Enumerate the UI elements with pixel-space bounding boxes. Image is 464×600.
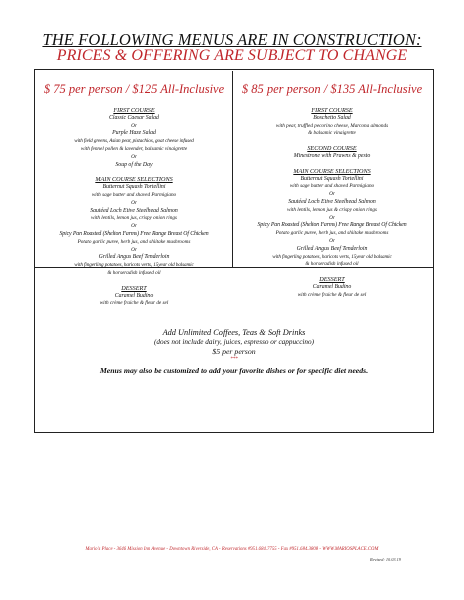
dish-description: with pear, truffled pecorino cheese, Marcona almonds [275, 122, 389, 129]
customization-note: Menus may also be customized to add your favorite dishes or for specific diet needs. [99, 366, 369, 375]
dish-name: Spicy Pan Roasted (Shelton Farms) Free Range Breast Of Chicken [257, 222, 407, 229]
section-title: DESSERT [121, 284, 147, 292]
menu-column-85 [234, 82, 430, 300]
dish-name: Soup of the Day [115, 161, 153, 168]
dish-name: Purple Haze Salad [112, 130, 156, 137]
dish-description: with crème fraiche & fleur de sel [99, 300, 169, 307]
dish-name: Caramel Budino [114, 292, 154, 299]
dish-description: & horseradish infused oil [107, 269, 161, 276]
dish-description: with lentils, lemon jus, crispy onion rings [91, 215, 177, 222]
section-title: MAIN COURSE SELECTIONS [95, 176, 173, 184]
dish-name: Sautéed Loch Etive Steelhead Salmon [288, 198, 376, 205]
dish-name: Grilled Angus Beef Tenderloin [98, 254, 170, 261]
or-separator: Or [329, 191, 335, 198]
dish-description: & horseradish infused oil [305, 261, 359, 268]
dish-name: Butternut Squash Tortellini [300, 175, 364, 182]
beverage-note: (does not include dairy, juices, espresso or cappuccino) [153, 338, 315, 346]
dish-name: Caramel Budino [312, 283, 352, 290]
dish-name: Boschetto Salad [313, 114, 351, 121]
section-title: DESSERT [319, 276, 345, 284]
or-separator: Or [131, 153, 137, 160]
section-title: FIRST COURSE [113, 107, 155, 114]
dish-description: with fennel pollen & lavender, balsamic vinaigrette [80, 145, 188, 152]
dish-name: Classic Caesar Salad [109, 114, 159, 121]
asterisk-divider: *** [230, 357, 238, 362]
header-subtitle: PRICES & OFFERING ARE SUBJECT TO CHANGE [56, 47, 408, 64]
dish-description: with fingerling potatoes, haricots verts, 15year old balsamic [74, 262, 194, 269]
dish-name: Spicy Pan Roasted (Shelton Farms) Free Range Breast Of Chicken [59, 230, 209, 237]
menu-column-75 [36, 82, 232, 308]
dish-description: with field greens, Asian pear, pistachios, goat cheese infused [74, 138, 194, 145]
footer-contact: Mario's Place - 3646 Mission Inn Avenue - Downtown Riverside, CA - Reservations #951.684.7755 - Fax #951.684.3808 - WWW.MARIOSPLACE.COM [85, 547, 379, 552]
dish-name: Minestrone with Prawns & pesto [293, 152, 371, 159]
dish-name: Sautéed Loch Etive Steelhead Salmon [90, 207, 178, 214]
addon-section [34, 327, 434, 377]
beverage-offer: Add Unlimited Coffees, Teas & Soft Drinks [162, 328, 306, 337]
menu-price: $ 85 per person / $135 All-Inclusive [241, 82, 423, 96]
section-title: FIRST COURSE [311, 107, 353, 114]
dish-description: with sage butter and shaved Parmigiano [91, 191, 177, 198]
dish-description: Potato garlic puree, herb jus, and shiitake mushrooms [275, 230, 389, 237]
or-separator: Or [329, 214, 335, 221]
or-separator: Or [329, 237, 335, 244]
dish-description: with fingerling potatoes, haricots verts, 15year old balsamic [272, 253, 392, 260]
or-separator: Or [131, 246, 137, 253]
dish-description: & balsamic vinaigrette [308, 130, 356, 137]
dish-name: Butternut Squash Tortellini [102, 184, 166, 191]
or-separator: Or [131, 122, 137, 129]
dish-description: with lentils, lemon jus & crispy onion rings [287, 206, 377, 213]
header-title: THE FOLLOWING MENUS ARE IN CONSTRUCTION: [42, 30, 422, 49]
beverage-price: $5 per person [212, 347, 256, 356]
dish-name: Grilled Angus Beef Tenderloin [296, 245, 368, 252]
dish-description: with sage butter and shaved Parmigiano [289, 183, 375, 190]
dish-description: with crème fraiche & fleur de sel [297, 291, 367, 298]
column-divider [232, 71, 233, 267]
or-separator: Or [131, 199, 137, 206]
menu-price: $ 75 per person / $125 All-Inclusive [43, 82, 225, 96]
section-title: MAIN COURSE SELECTIONS [293, 167, 371, 175]
section-title: SECOND COURSE [307, 145, 357, 153]
dish-description: Potato garlic puree, herb jus, and shiitake mushrooms [77, 238, 191, 245]
or-separator: Or [131, 223, 137, 230]
revision-date: Revised: 10.03.19 [370, 557, 401, 562]
